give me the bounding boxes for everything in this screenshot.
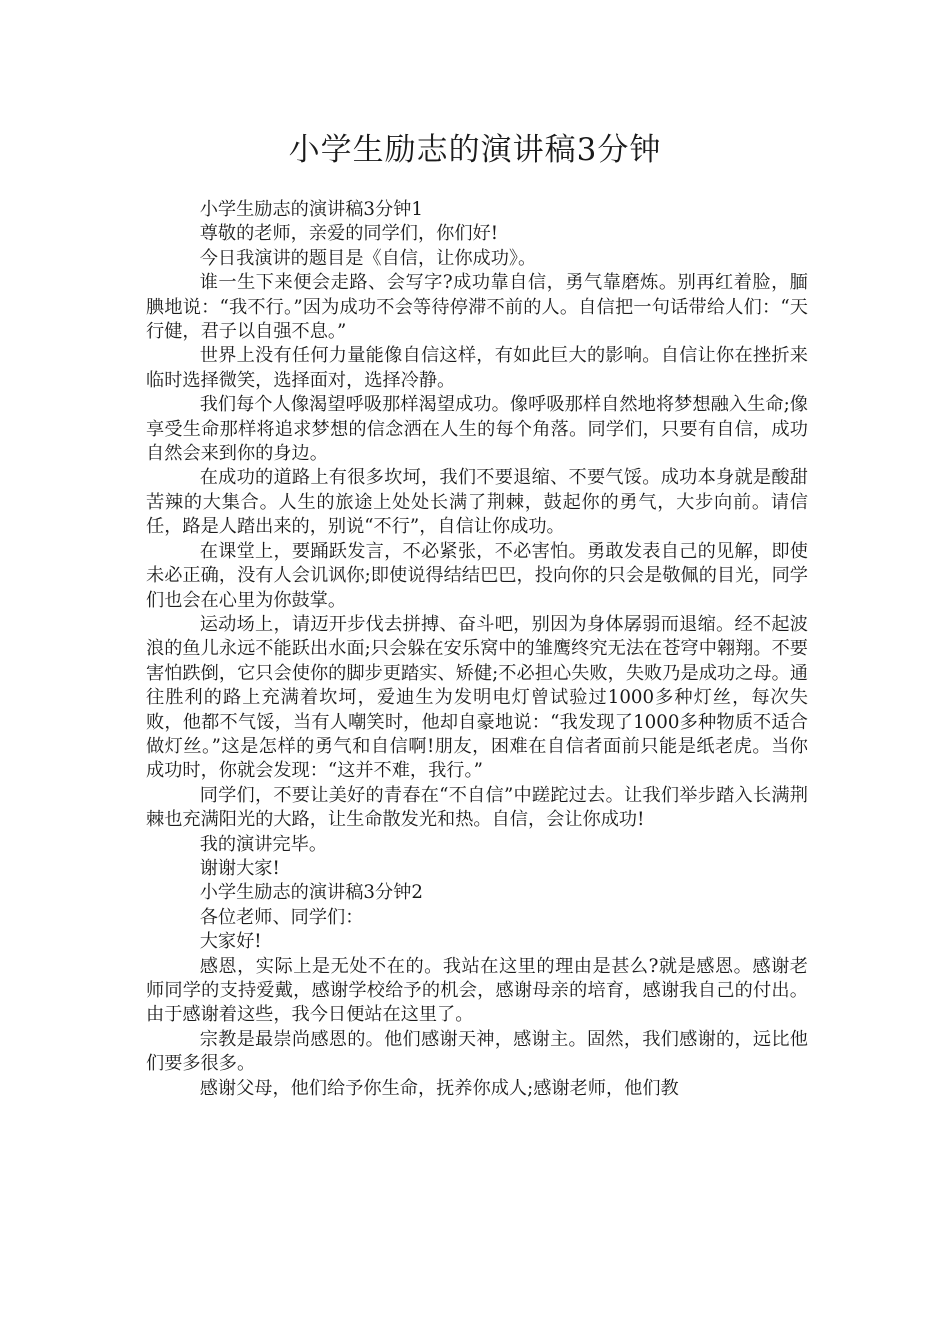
document-body: [146, 198, 808, 1101]
paragraph-greeting: 大家好!: [199, 931, 262, 953]
paragraph: 世界上没有任何力量能像自信这样，有如此巨大的影响。自信让你在挫折来临时选择微笑，选择面对，选择冷静。: [146, 345, 808, 391]
paragraph: 在成功的道路上有很多坎坷，我们不要退缩、不要气馁。成功本身就是酸甜苦辣的大集合。人生的旅途上处处长满了荆棘，鼓起你的勇气，大步向前。请信任，路是人踏出来的，别说“不行”，自信让你成功。: [146, 467, 808, 538]
paragraph-closing: 我的演讲完毕。: [199, 833, 328, 855]
paragraph: 宗教是最崇尚感恩的。他们感谢天神，感谢主。固然，我们感谢的，远比他们要多很多。: [146, 1028, 808, 1075]
paragraph: 同学们，不要让美好的青春在“不自信”中蹉跎过去。让我们举步踏入长满荆棘也充满阳光的大路，让生命散发光和热。自信，会让你成功!: [146, 784, 808, 831]
paragraph-speech-2-heading: 小学生励志的演讲稿3分钟2: [199, 882, 423, 904]
document-title: 小学生励志的演讲稿3分钟: [288, 132, 662, 168]
paragraph: 感谢父母，他们给予你生命，抚养你成人;感谢老师，他们教: [199, 1077, 679, 1099]
paragraph-speech-1-heading: 小学生励志的演讲稿3分钟1: [199, 199, 423, 220]
paragraph-thanks: 谢谢大家!: [199, 857, 280, 879]
paragraph: 运动场上，请迈开步伐去拼搏、奋斗吧，别因为身体孱弱而退缩。经不起波浪的鱼儿永远不能跃出水面;只会躲在安乐窝中的雏鹰终究无法在苍穹中翱翔。不要害怕跌倒，它只会使你的脚步更踏实、矫健;不必担心失败，失败乃是成功之母。通往胜利的路上充满着坎坷，爱迪生为发明电灯曾试验过1000多种灯丝，每次失败，他都不气馁，当有人嘲笑时，他却自豪地说：“我发现了1000多种物质不适合做灯丝。”这是怎样的勇气和自信啊!朋友，困难在自信者面前只能是纸老虎。当你成功时，你就会发现：“这并不难，我行。”: [146, 613, 808, 782]
paragraph-salutation: 各位老师、同学们：: [199, 906, 364, 928]
paragraph-greeting: 尊敬的老师，亲爱的同学们，你们好!: [199, 223, 498, 245]
paragraph: 在课堂上，要踊跃发言，不必紧张，不必害怕。勇敢发表自己的见解，即使未必正确，没有人会讥讽你;即使说得结结巴巴，投向你的只会是敬佩的目光，同学们也会在心里为你鼓掌。: [146, 540, 808, 611]
paragraph: 谁一生下来便会走路、会写字?成功靠自信，勇气靠磨炼。别再红着脸，腼腆地说：“我不行。”因为成功不会等待停滞不前的人。自信把一句话带给人们：“天行健，君子以自强不息。”: [146, 272, 808, 343]
paragraph: 我们每个人像渴望呼吸那样渴望成功。像呼吸那样自然地将梦想融入生命;像享受生命那样将追求梦想的信念洒在人生的每个角落。同学们，只要有自信，成功自然会来到你的身边。: [146, 394, 808, 465]
paragraph: 感恩，实际上是无处不在的。我站在这里的理由是甚么?就是感恩。感谢老师同学的支持爱戴，感谢学校给予的机会，感谢母亲的培育，感谢我自己的付出。由于感谢着这些，我今日便站在这里了。: [146, 955, 808, 1026]
paragraph-topic: 今日我演讲的题目是《自信，让你成功》。: [199, 247, 537, 269]
